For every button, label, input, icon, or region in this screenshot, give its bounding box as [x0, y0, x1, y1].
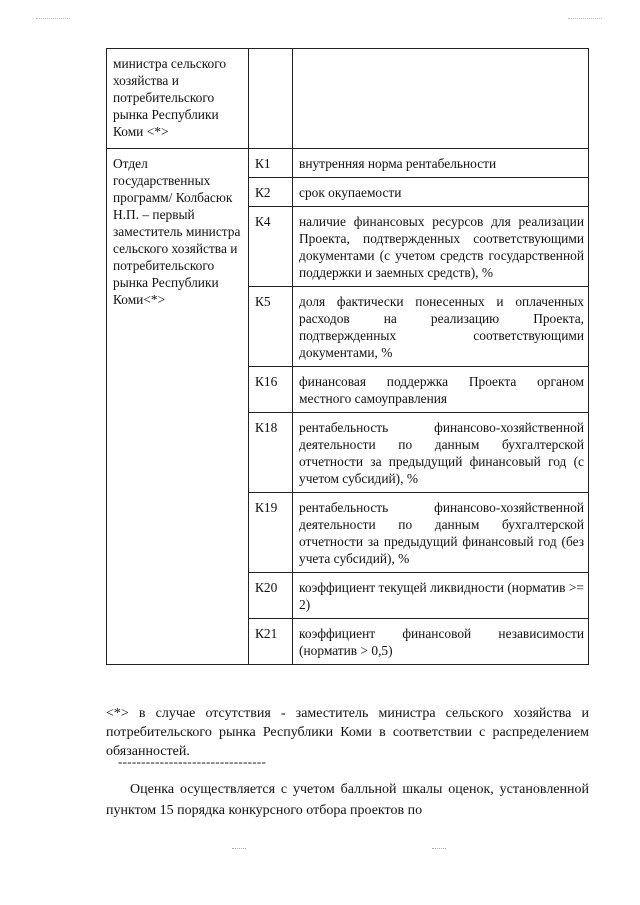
official-cell: министра сельского хозяйства и потребительского рынка Республики Коми <*>: [107, 49, 249, 149]
criterion-cell: внутренняя норма рентабельности: [293, 149, 589, 178]
department-cell: Отдел государственных программ/ Колбасюк Н.П. – первый заместитель министра сельского хозяйства и потребительского рынка Республики Коми<*>: [107, 149, 249, 665]
criterion-cell: срок окупаемости: [293, 178, 589, 207]
criterion-cell: рентабельность финансово-хозяйственной деятельности по данным бухгалтерской отчетности за предыдущий финансовый год (с учетом субсидий), %: [293, 413, 589, 493]
code-cell: [249, 49, 293, 149]
criterion-cell: рентабельность финансово-хозяйственной деятельности по данным бухгалтерской отчетности за предыдущий финансовый год (без учета субсидий), %: [293, 493, 589, 573]
code-cell: К20: [249, 573, 293, 619]
separator-line: --------------------------------: [118, 754, 267, 769]
scan-artifact: [36, 18, 70, 23]
scan-artifact: [432, 848, 446, 849]
code-cell: К19: [249, 493, 293, 573]
code-cell: К2: [249, 178, 293, 207]
code-cell: К1: [249, 149, 293, 178]
criterion-cell: доля фактически понесенных и оплаченных расходов на реализацию Проекта, подтвержденных соответствующими документами, %: [293, 287, 589, 367]
criterion-cell: [293, 49, 589, 149]
body-paragraph: Оценка осуществляется с учетом балльной шкалы оценок, установленной пунктом 15 порядка конкурсного отбора проектов по: [106, 782, 589, 818]
code-cell: К18: [249, 413, 293, 493]
table-row: [107, 149, 589, 178]
code-cell: К16: [249, 367, 293, 413]
criterion-cell: наличие финансовых ресурсов для реализации Проекта, подтвержденных соответствующими документами (с учетом средств государственной поддержки и заемных средств), %: [293, 207, 589, 287]
scan-artifact: [232, 848, 246, 849]
code-cell: К21: [249, 619, 293, 665]
scan-artifact: [568, 18, 602, 23]
code-cell: К4: [249, 207, 293, 287]
footnote: <*> в случае отсутствия - заместитель министра сельского хозяйства и потребительского рынка Республики Коми в соответствии с распределением обязанностей.: [106, 706, 589, 759]
table-row: [107, 49, 589, 149]
code-cell: К5: [249, 287, 293, 367]
criterion-cell: коэффициент текущей ликвидности (норматив >= 2): [293, 573, 589, 619]
criterion-cell: коэффициент финансовой независимости (норматив > 0,5): [293, 619, 589, 665]
criteria-table: [106, 48, 589, 665]
criterion-cell: финансовая поддержка Проекта органом местного самоуправления: [293, 367, 589, 413]
